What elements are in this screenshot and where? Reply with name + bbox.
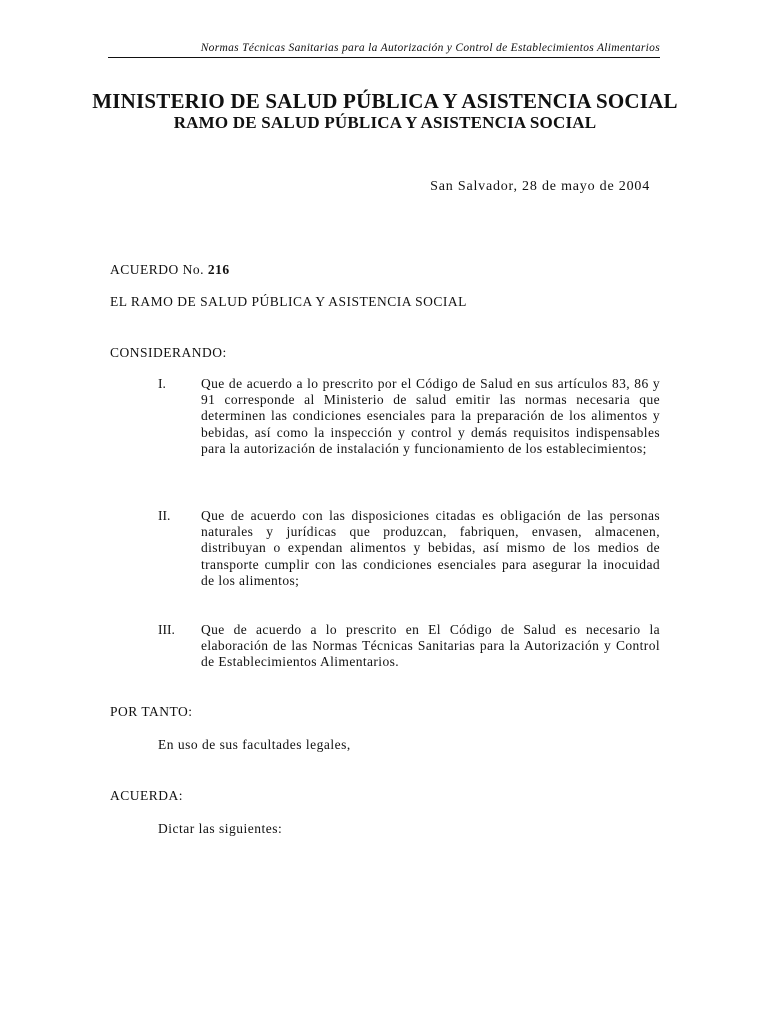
ministry-title: MINISTERIO DE SALUD PÚBLICA Y ASISTENCIA SOCIAL: [92, 89, 678, 113]
por-tanto-text: En uso de sus facultades legales,: [158, 737, 351, 752]
place-date: San Salvador, 28 de mayo de 2004: [430, 179, 650, 194]
item-numeral: II.: [158, 508, 171, 523]
running-header: Normas Técnicas Sanitarias para la Autorización y Control de Establecimientos Alimentarios: [200, 42, 660, 54]
item-numeral: III.: [158, 622, 175, 637]
acuerdo-line: [110, 262, 230, 278]
ramo-subtitle: RAMO DE SALUD PÚBLICA Y ASISTENCIA SOCIAL: [173, 113, 597, 132]
item-numeral: I.: [158, 376, 166, 391]
por-tanto-heading: POR TANTO:: [110, 704, 193, 719]
acuerda-text: Dictar las siguientes:: [158, 821, 283, 836]
issuer-line: EL RAMO DE SALUD PÚBLICA Y ASISTENCIA SOCIAL: [110, 294, 467, 309]
considerando-heading: CONSIDERANDO:: [110, 345, 227, 360]
item-text: Que de acuerdo a lo prescrito en El Código de Salud es necesario la elaboración de las Normas Técnicas Sanitarias para la Autorización y Control de Establecimientos Alimentarios.: [201, 622, 660, 670]
acuerdo-label: ACUERDO No.: [110, 262, 205, 277]
header-rule: [108, 57, 660, 58]
acuerdo-number: 216: [207, 262, 230, 277]
item-text: Que de acuerdo con las disposiciones citadas es obligación de las personas naturales y jurídicas que produzcan, fabriquen, envasen, almacenen, distribuyan o expendan alimentos y bebidas, así mismo de los medios de transporte cumplir con las condiciones esenciales para asegurar la inocuidad de los alimentos;: [201, 508, 660, 588]
item-text: Que de acuerdo a lo prescrito por el Código de Salud en sus artículos 83, 86 y 91 corresponde al Ministerio de salud emitir las normas necesaria que determinen las condiciones esenciales para la preparación de los alimentos y bebidas, así como la inspección y control y demás requisitos indispensables para la autorización de instalación y funcionamiento de los establecimientos;: [201, 376, 660, 456]
acuerda-heading: ACUERDA:: [110, 788, 184, 803]
